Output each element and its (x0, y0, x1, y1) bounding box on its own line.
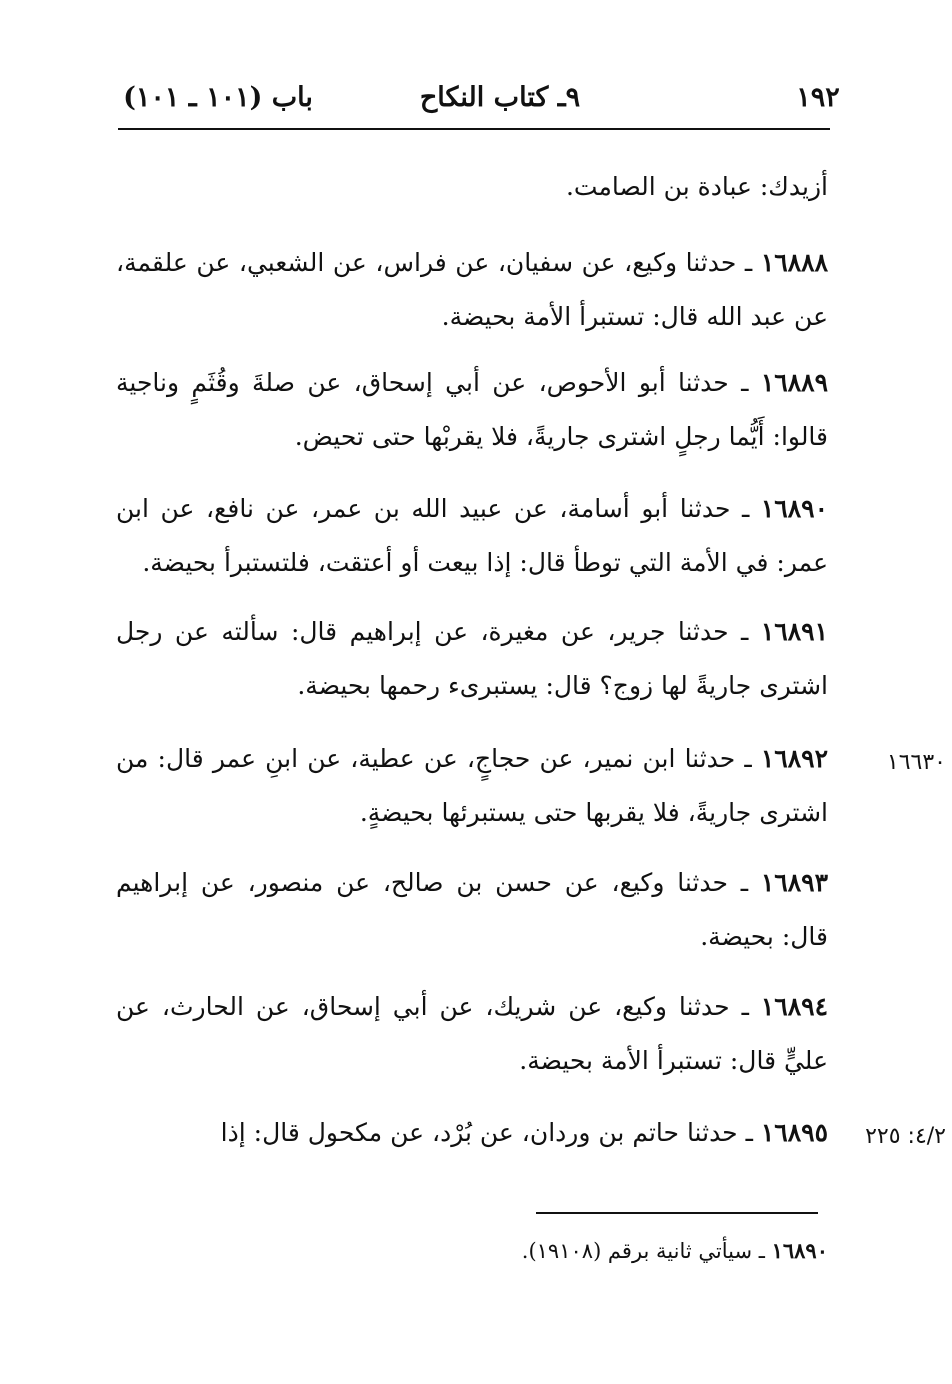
hadith-number: ١٦٨٩٣ (760, 868, 828, 897)
hadith-text: ـ حدثنا أبو الأحوص، عن أبي إسحاق، عن صلةَ وقُثَمٍ وناجية قالوا: أَيُّما رجلٍ اشترى جاريةً، فلا يقربْها حتى تحيض. (116, 368, 828, 451)
chapter-label: باب (١٠١ ـ ١٠١) (123, 82, 313, 113)
footnote (116, 1233, 828, 1269)
header-rule (118, 128, 830, 130)
hadith-number: ١٦٨٩٥ (760, 1118, 828, 1147)
hadith-text: ـ حدثنا وكيع، عن شريك، عن أبي إسحاق، عن الحارث، عن عليٍّ قال: تستبرأ الأمة بحيضة. (116, 992, 828, 1075)
hadith-text: ـ حدثنا جرير، عن مغيرة، عن إبراهيم قال: سألته عن رجل اشترى جاريةً لها زوج؟ قال: يستبرىء رحمها بحيضة. (116, 617, 828, 700)
hadith-text: أزيدك: عبادة بن الصامت. (565, 172, 828, 201)
footnote-text: ـ سيأتي ثانية برقم (١٩١٠٨). (521, 1239, 772, 1263)
footnote-number: ١٦٨٩٠ (771, 1238, 828, 1263)
hadith-number: ١٦٨٩٠ (760, 494, 828, 523)
hadith-number: ١٦٨٩٢ (760, 744, 828, 773)
paragraph-1 (116, 236, 828, 344)
hadith-text: ـ حدثنا حاتم بن وردان، عن بُرْد، عن مكحول قال: إذا (220, 1118, 761, 1147)
paragraph-0 (116, 160, 828, 214)
hadith-number: ١٦٨٩٤ (760, 992, 828, 1021)
hadith-number: ١٦٨٨٩ (760, 368, 828, 397)
hadith-text: ـ حدثنا أبو أسامة، عن عبيد الله بن عمر، عن نافع، عن ابن عمر: في الأمة التي توطأ قال: إذا بيعت أو أعتقت، فلتستبرأ بحيضة. (116, 494, 828, 577)
margin-reference: ٤/٢: ٢٢٥ (865, 1124, 946, 1149)
paragraph-2 (116, 356, 828, 464)
hadith-number: ١٦٨٩١ (760, 617, 828, 646)
margin-reference: ١٦٦٣٠ (886, 750, 946, 775)
paragraph-6 (116, 856, 828, 964)
paragraph-3 (116, 482, 828, 590)
book-title: ٩ـ كتاب النكاح (419, 82, 581, 113)
paragraph-7 (116, 980, 828, 1088)
hadith-text: ـ حدثنا ابن نمير، عن حجاجٍ، عن عطية، عن ابنِ عمر قال: من اشترى جاريةً، فلا يقربها حتى يستبرئها بحيضةٍ. (116, 744, 828, 827)
footnote-rule (536, 1212, 818, 1214)
hadith-text: ـ حدثنا وكيع، عن سفيان، عن فراس، عن الشعبي، عن علقمة، عن عبد الله قال: تستبرأ الأمة بحيضة. (116, 248, 828, 331)
paragraph-4 (116, 605, 828, 713)
hadith-number: ١٦٨٨٨ (760, 248, 828, 277)
hadith-text: ـ حدثنا وكيع، عن حسن بن صالح، عن منصور، عن إبراهيم قال: بحيضة. (116, 868, 828, 951)
page-number: ١٩٢ (796, 82, 840, 113)
paragraph-8 (116, 1106, 828, 1160)
paragraph-5 (116, 732, 828, 840)
